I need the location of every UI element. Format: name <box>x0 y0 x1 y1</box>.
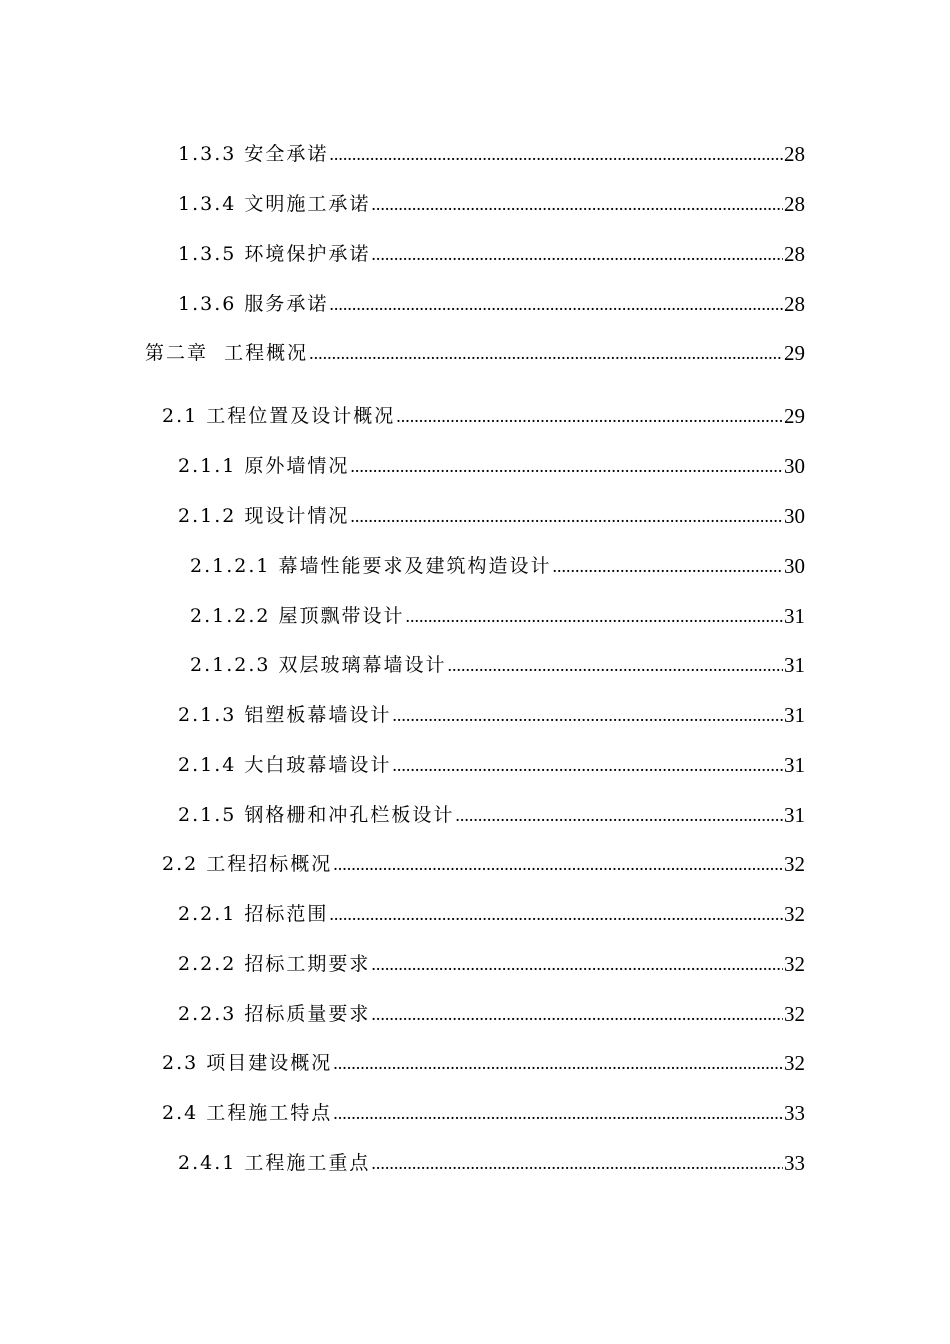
toc-dot-leader <box>371 1151 783 1175</box>
toc-page-number: 31 <box>784 703 805 727</box>
toc-entry-label: 1.3.6 服务承诺 <box>178 293 329 315</box>
toc-entry-label: 1.3.5 环境保护承诺 <box>178 243 371 265</box>
toc-entry-label: 2.4 工程施工特点 <box>162 1102 333 1124</box>
toc-entry-2-2-2[interactable] <box>178 948 805 976</box>
toc-entry-label: 2.1.2.2 屋顶飘带设计 <box>190 605 405 627</box>
toc-dot-leader <box>448 653 783 677</box>
toc-dot-leader <box>396 404 783 428</box>
toc-entry-2-2[interactable] <box>162 848 805 876</box>
toc-entry-label: 2.2.3 招标质量要求 <box>178 1003 371 1025</box>
toc-entry-2-1-1[interactable] <box>178 450 805 478</box>
toc-page-number: 33 <box>784 1151 805 1175</box>
toc-dot-leader <box>333 852 783 876</box>
toc-page-number: 31 <box>784 753 805 777</box>
toc-dot-leader <box>371 192 783 216</box>
toc-dot-leader <box>333 1051 783 1075</box>
toc-page-number: 33 <box>784 1101 805 1125</box>
toc-entry-1-3-5[interactable] <box>178 238 805 266</box>
toc-page-number: 28 <box>784 142 805 166</box>
toc-entry-label: 2.2.1 招标范围 <box>178 903 329 925</box>
toc-entry-2-1-2-3[interactable] <box>190 649 805 677</box>
toc-entry-2-2-1[interactable] <box>178 898 805 926</box>
toc-page-number: 30 <box>784 504 805 528</box>
toc-entry-label: 2.1.3 铝塑板幕墙设计 <box>178 704 392 726</box>
toc-dot-leader <box>371 1002 783 1026</box>
toc-page-number: 32 <box>784 1002 805 1026</box>
toc-entry-1-3-6[interactable] <box>178 288 805 316</box>
toc-entry-label: 2.1.4 大白玻幕墙设计 <box>178 754 392 776</box>
toc-dot-leader <box>350 454 783 478</box>
toc-dot-leader <box>350 504 783 528</box>
toc-page-number: 32 <box>784 952 805 976</box>
toc-entry-2-1-2-2[interactable] <box>190 600 805 628</box>
toc-entry-label: 1.3.3 安全承诺 <box>178 143 329 165</box>
toc-entry-label: 2.1.1 原外墙情况 <box>178 455 350 477</box>
toc-dot-leader <box>371 242 783 266</box>
toc-dot-leader <box>333 1101 783 1125</box>
toc-entry-label: 2.1.2 现设计情况 <box>178 505 350 527</box>
toc-dot-leader <box>392 753 783 777</box>
toc-page-number: 31 <box>784 653 805 677</box>
toc-dot-leader <box>455 803 783 827</box>
toc-chapter-label: 第二章 工程概况 <box>145 342 309 364</box>
toc-dot-leader <box>329 902 783 926</box>
toc-entry-label: 2.3 项目建设概况 <box>162 1052 333 1074</box>
toc-entry-2-1-5[interactable] <box>178 799 805 827</box>
toc-page-number: 32 <box>784 1051 805 1075</box>
toc-page-number: 28 <box>784 192 805 216</box>
toc-entry-label: 1.3.4 文明施工承诺 <box>178 193 371 215</box>
toc-entry-2-2-3[interactable] <box>178 998 805 1026</box>
toc-page-number: 28 <box>784 242 805 266</box>
toc-entry-2-1-3[interactable] <box>178 699 805 727</box>
toc-dot-leader <box>309 341 783 365</box>
toc-page-number: 32 <box>784 902 805 926</box>
toc-entry-1-3-3[interactable] <box>178 138 805 166</box>
toc-entry-chapter-2[interactable] <box>145 337 805 365</box>
toc-dot-leader <box>406 604 783 628</box>
toc-entry-1-3-4[interactable] <box>178 188 805 216</box>
toc-page-number: 31 <box>784 803 805 827</box>
toc-entry-label: 2.1.2.3 双层玻璃幕墙设计 <box>190 654 447 676</box>
toc-page-number: 32 <box>784 852 805 876</box>
toc-entry-label: 2.1.2.1 幕墙性能要求及建筑构造设计 <box>190 555 552 577</box>
toc-entry-2-4-1[interactable] <box>178 1147 805 1175</box>
toc-page-number: 30 <box>784 554 805 578</box>
toc-entry-2-4[interactable] <box>162 1097 805 1125</box>
toc-entry-2-1-2-1[interactable] <box>190 550 805 578</box>
toc-dot-leader <box>329 292 783 316</box>
toc-dot-leader <box>553 554 783 578</box>
toc-page-number: 29 <box>784 404 805 428</box>
toc-entry-label: 2.1.5 钢格栅和冲孔栏板设计 <box>178 804 455 826</box>
toc-dot-leader <box>371 952 783 976</box>
toc-dot-leader <box>392 703 783 727</box>
toc-entry-label: 2.2 工程招标概况 <box>162 853 333 875</box>
toc-entry-2-1-4[interactable] <box>178 749 805 777</box>
toc-entry-2-3[interactable] <box>162 1047 805 1075</box>
toc-entry-label: 2.1 工程位置及设计概况 <box>162 405 396 427</box>
toc-entry-2-1[interactable] <box>162 400 805 428</box>
toc-page-number: 30 <box>784 454 805 478</box>
toc-dot-leader <box>329 142 783 166</box>
toc-page-number: 31 <box>784 604 805 628</box>
toc-entry-2-1-2[interactable] <box>178 500 805 528</box>
toc-page-number: 28 <box>784 292 805 316</box>
toc-entry-label: 2.2.2 招标工期要求 <box>178 953 371 975</box>
toc-entry-label: 2.4.1 工程施工重点 <box>178 1152 371 1174</box>
toc-page-number: 29 <box>784 341 805 365</box>
